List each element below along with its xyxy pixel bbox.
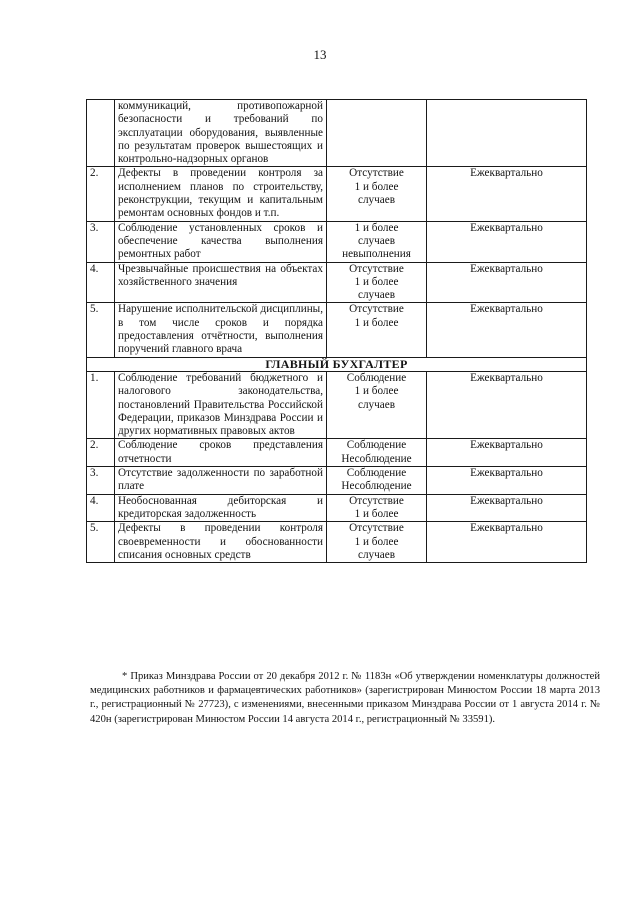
criteria-table — [86, 99, 587, 563]
row-period-cell: Ежеквартально — [427, 494, 587, 522]
value-line: Соблюдение — [346, 467, 407, 480]
row-description-cell: Необоснованная дебиторская и кредиторская задолженность — [115, 494, 327, 522]
row-value-cell — [327, 522, 427, 563]
row-number-cell: 1. — [87, 371, 115, 438]
value-line: 1 и более — [354, 275, 399, 288]
row-number-cell: 2. — [87, 439, 115, 467]
row-value-cell — [327, 167, 427, 221]
table-row — [87, 371, 587, 438]
row-description-cell: Соблюдение требований бюджетного и налогового законодательства, постановлений Правительства Российской Федерации, приказов Минздрава России и других нормативных правовых актов — [115, 371, 327, 438]
table-row — [87, 100, 587, 167]
value-line: Отсутствие — [349, 262, 404, 275]
row-period-cell: Ежеквартально — [427, 262, 587, 303]
table-row — [87, 221, 587, 262]
row-number-cell — [87, 100, 115, 167]
row-number-cell: 4. — [87, 494, 115, 522]
row-number-cell: 5. — [87, 303, 115, 357]
row-period-cell: Ежеквартально — [427, 371, 587, 438]
value-line: Отсутствие — [349, 167, 404, 180]
row-period-cell — [427, 100, 587, 167]
value-line: случаев — [358, 234, 395, 247]
value-line: Несоблюдение — [341, 452, 412, 465]
table-row — [87, 522, 587, 563]
row-number-cell: 3. — [87, 221, 115, 262]
value-line: 1 и более — [354, 535, 399, 548]
row-number-cell: 2. — [87, 167, 115, 221]
value-line: случаев — [358, 398, 395, 411]
row-description-cell: Чрезвычайные происшествия на объектах хозяйственного значения — [115, 262, 327, 303]
row-period-cell: Ежеквартально — [427, 522, 587, 563]
row-number-cell: 3. — [87, 467, 115, 495]
table-body-part2 — [87, 371, 587, 562]
row-value-cell — [327, 467, 427, 495]
value-line: Несоблюдение — [341, 480, 412, 493]
value-line: Отсутствие — [349, 522, 404, 535]
row-value-cell — [327, 494, 427, 522]
section-header-row — [87, 357, 587, 371]
table-row — [87, 167, 587, 221]
row-value-cell — [327, 303, 427, 357]
value-line: случаев — [358, 194, 395, 207]
row-period-cell: Ежеквартально — [427, 167, 587, 221]
table-row — [87, 262, 587, 303]
row-description-cell: Соблюдение сроков представления отчетности — [115, 439, 327, 467]
table-row — [87, 439, 587, 467]
value-line: 1 и более — [354, 316, 399, 329]
row-period-cell: Ежеквартально — [427, 303, 587, 357]
value-line: 1 и более — [354, 385, 399, 398]
row-value-cell — [327, 221, 427, 262]
row-number-cell: 5. — [87, 522, 115, 563]
row-period-cell: Ежеквартально — [427, 221, 587, 262]
row-number-cell: 4. — [87, 262, 115, 303]
value-line: 1 и более — [354, 221, 399, 234]
value-line: 1 и более — [354, 180, 399, 193]
table-body-part1 — [87, 100, 587, 358]
row-value-cell — [327, 100, 427, 167]
value-line: 1 и более — [354, 507, 399, 520]
row-value-cell — [327, 262, 427, 303]
value-line: невыполнения — [342, 248, 411, 261]
row-description-cell: Дефекты в проведении контроля своевременности и обоснованности списания основных средств — [115, 522, 327, 563]
value-line: Отсутствие — [349, 494, 404, 507]
row-description-cell: Нарушение исполнительской дисциплины, в том числе сроков и порядка предоставления отчётности, выполнения поручений главного врача — [115, 303, 327, 357]
value-line: случаев — [358, 289, 395, 302]
row-period-cell: Ежеквартально — [427, 467, 587, 495]
table-row — [87, 467, 587, 495]
value-line: случаев — [358, 548, 395, 561]
footnote: * Приказ Минздрава России от 20 декабря 2012 г. № 1183н «Об утверждении номенклатуры должностей медицинских работников и фармацевтических работников» (зарегистрирован Минюстом России 18 марта 2013 г., регистрационный № 27723), с изменениями, внесенными приказом Минздрава России от 1 августа 2014 г. № 420н (зарегистрирован Минюстом России 14 августа 2014 г., регистрационный № 33591). — [90, 671, 600, 725]
row-description-cell: коммуникаций, противопожарной безопасности и требований по эксплуатации оборудования, выявленные по результатам проверок вышестоящих и контрольно-надзорных органов — [115, 100, 327, 167]
row-value-cell — [327, 439, 427, 467]
section-header-body — [87, 357, 587, 371]
section-title: ГЛАВНЫЙ БУХГАЛТЕР — [87, 357, 587, 371]
row-description-cell: Дефекты в проведении контроля за исполнением планов по строительству, реконструкции, текущим и капитальным ремонтам основных фондов и т.п. — [115, 167, 327, 221]
value-line: Соблюдение — [346, 371, 407, 384]
value-line: Отсутствие — [349, 303, 404, 316]
table-row — [87, 494, 587, 522]
value-line: Соблюдение — [346, 439, 407, 452]
row-period-cell: Ежеквартально — [427, 439, 587, 467]
table-row — [87, 303, 587, 357]
row-description-cell: Отсутствие задолженности по заработной плате — [115, 467, 327, 495]
row-value-cell — [327, 371, 427, 438]
page-number: 13 — [313, 47, 327, 62]
row-description-cell: Соблюдение установленных сроков и обеспечение качества выполнения ремонтных работ — [115, 221, 327, 262]
